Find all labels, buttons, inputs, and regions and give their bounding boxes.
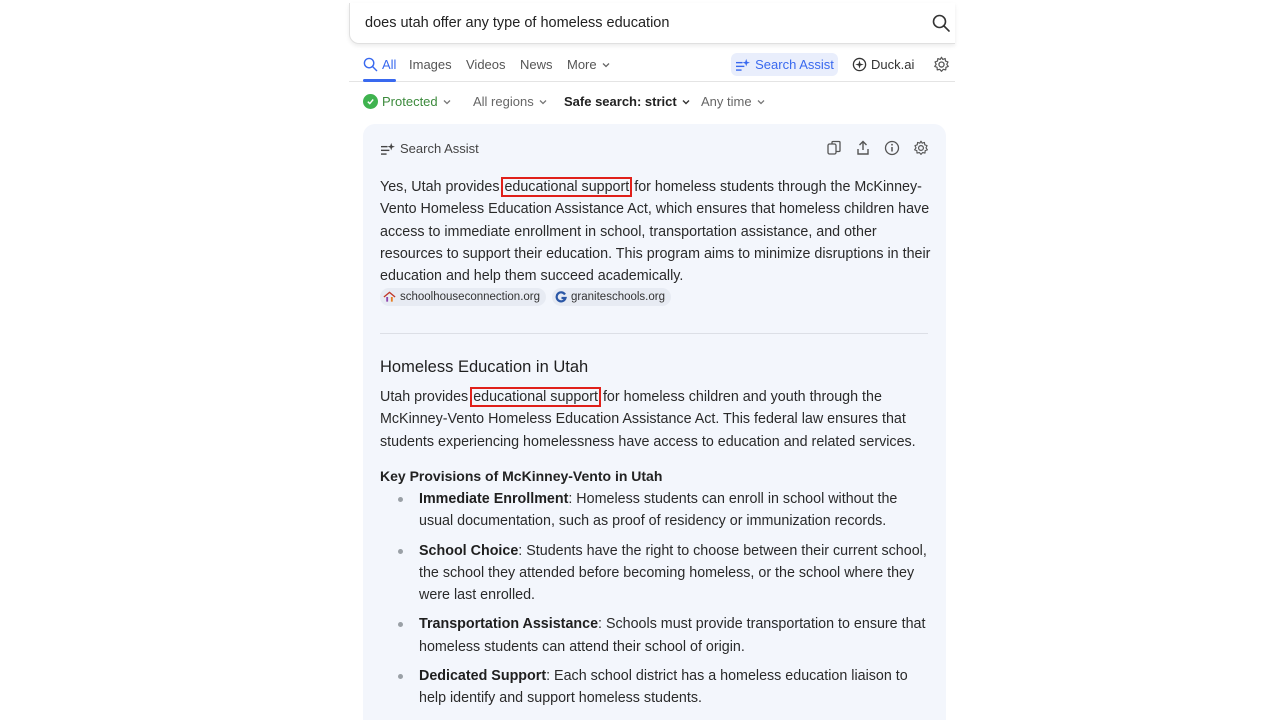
provisions-list	[380, 488, 930, 717]
search-bar	[349, 3, 955, 44]
share-icon[interactable]	[855, 140, 871, 156]
tab-images[interactable]	[409, 57, 452, 72]
highlighted-phrase: educational support	[473, 389, 598, 405]
search-assist-icon	[380, 142, 395, 155]
tab-more[interactable]	[567, 57, 611, 72]
provision-term: School Choice	[419, 542, 519, 559]
duck-ai-label: Duck.ai	[871, 57, 915, 72]
answer-text-end: for homeless students through the McKinney-Vento Homeless Education Assistance Act, which ensures that homeless children have access to immediate enrollment in school, transportation assistance, and other resources to support their education. This program aims to minimize disruptions in their education and help them succeed academically.	[380, 179, 931, 285]
divider	[380, 333, 928, 334]
search-input[interactable]	[365, 15, 885, 31]
tab-videos[interactable]	[466, 57, 506, 72]
safe-search-label: Safe search: strict	[564, 94, 677, 109]
section-title: Homeless Education in Utah	[380, 358, 589, 376]
search-icon[interactable]	[931, 13, 951, 33]
granite-logo-icon	[555, 291, 567, 303]
regions-filter[interactable]	[473, 94, 548, 109]
tab-all-label: All	[382, 57, 397, 72]
house-icon	[383, 291, 396, 303]
section-text-end: for homeless children and youth through the McKinney-Vento Homeless Education Assistance Act. This federal law ensures that students experiencing homelessness have access to education and related services.	[380, 389, 916, 450]
provision-term: Transportation Assistance	[419, 616, 599, 633]
duck-ai-button[interactable]	[852, 57, 914, 72]
provision-text: : Homeless students can enroll in school without the usual documentation, such as proof of residency or immunization records.	[419, 491, 898, 530]
chevron-down-icon	[538, 97, 548, 107]
source-chip[interactable]	[380, 288, 546, 306]
section-paragraph	[380, 386, 933, 453]
tab-videos-label: Videos	[466, 57, 506, 72]
search-assist-icon	[735, 58, 750, 71]
highlighted-phrase: educational support	[504, 179, 630, 195]
tab-images-label: Images	[409, 57, 452, 72]
list-item	[380, 488, 930, 533]
tab-news[interactable]	[520, 57, 553, 72]
card-title: Search Assist	[400, 141, 479, 156]
source-chip[interactable]	[552, 288, 671, 306]
gear-icon[interactable]	[933, 56, 950, 73]
provision-text: : Schools must provide transportation to ensure that homeless students can attend their school of origin.	[419, 616, 926, 655]
tab-more-label: More	[567, 57, 597, 72]
provisions-heading: Key Provisions of McKinney-Vento in Utah	[380, 468, 663, 484]
source-links	[380, 288, 671, 306]
time-filter[interactable]	[701, 94, 766, 109]
check-icon	[363, 94, 378, 109]
safe-search-filter[interactable]	[564, 94, 691, 109]
search-icon	[363, 57, 378, 72]
duck-ai-icon	[852, 57, 867, 72]
protected-filter[interactable]	[363, 94, 452, 109]
source-label: graniteschools.org	[571, 291, 666, 303]
search-assist-card	[363, 124, 946, 720]
copy-icon[interactable]	[826, 140, 842, 156]
info-icon[interactable]	[884, 140, 900, 156]
time-label: Any time	[701, 94, 752, 109]
answer-text-start: Yes, Utah provides	[380, 179, 504, 195]
list-item	[380, 665, 930, 710]
chevron-down-icon	[601, 60, 611, 70]
list-item	[380, 540, 930, 607]
active-tab-indicator	[363, 79, 396, 82]
card-header	[380, 141, 479, 156]
settings-icon[interactable]	[913, 140, 929, 156]
section-text-start: Utah provides	[380, 389, 473, 405]
tab-all[interactable]	[363, 57, 396, 72]
chevron-down-icon	[681, 97, 691, 107]
search-assist-button[interactable]	[731, 53, 838, 76]
chevron-down-icon	[756, 97, 766, 107]
card-actions	[826, 140, 929, 156]
tab-news-label: News	[520, 57, 553, 72]
protected-label: Protected	[382, 94, 438, 109]
filter-bar	[363, 94, 953, 110]
provision-term: Dedicated Support	[419, 668, 547, 685]
search-assist-label: Search Assist	[755, 57, 834, 72]
regions-label: All regions	[473, 94, 534, 109]
provision-text: : Each school district has a homeless education liaison to help identify and support homeless students.	[419, 668, 908, 707]
chevron-down-icon	[442, 97, 452, 107]
assist-answer	[380, 176, 933, 287]
source-label: schoolhouseconnection.org	[400, 291, 541, 303]
provision-term: Immediate Enrollment	[419, 491, 569, 507]
provision-text: : Students have the right to choose between their current school, the school they attended before becoming homeless, or the school where they were last enrolled.	[419, 542, 927, 604]
list-item	[380, 613, 930, 658]
